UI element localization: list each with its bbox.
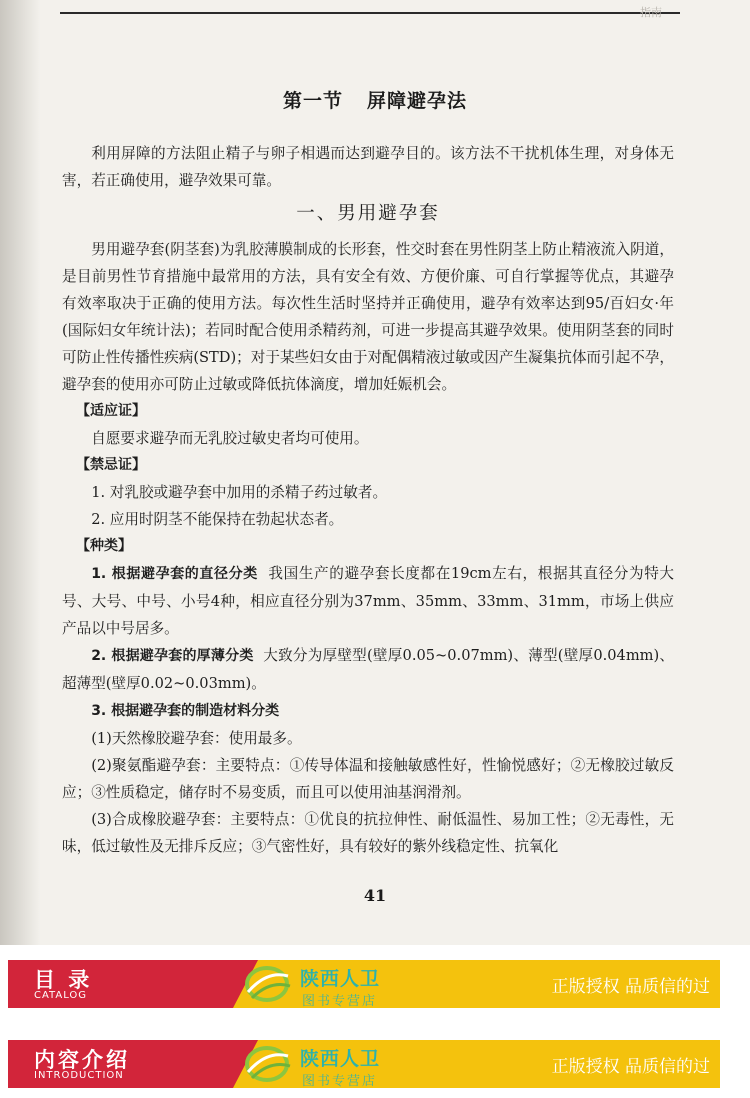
section-name: 屏障避孕法 <box>367 90 468 112</box>
banner-title: 内容介绍 <box>34 1048 130 1072</box>
page-content <box>62 140 674 860</box>
intro-paragraph: 利用屏障的方法阻止精子与卵子相遇而达到避孕目的。该方法不干扰机体生理，对身体无害，若正确使用，避孕效果可靠。 <box>62 145 674 189</box>
type-1-title: 1. 根据避孕套的直径分类 <box>91 566 258 582</box>
page-number: 41 <box>363 886 387 905</box>
types-heading: 【种类】 <box>76 538 132 554</box>
contraindication-heading: 【禁忌证】 <box>76 457 146 473</box>
section-number: 第一节 <box>282 90 343 112</box>
shop-logo-icon <box>240 1042 294 1086</box>
indication-text: 自愿要求避孕而无乳胶过敏史者均可使用。 <box>91 430 369 447</box>
type-3 <box>62 697 674 725</box>
shop-name: 陕西人卫 <box>300 968 381 990</box>
shop-logo-icon <box>240 962 294 1006</box>
introduction-banner <box>8 1040 720 1088</box>
type-3-title: 3. 根据避孕套的制造材料分类 <box>91 703 280 719</box>
catalog-banner <box>8 960 720 1008</box>
contraindication-item-1: 1. 对乳胶或避孕套中加用的杀精子药过敏者。 <box>91 484 388 501</box>
contraindication-item-2: 2. 应用时阴茎不能保持在勃起状态者。 <box>91 511 344 528</box>
banner-title: 目 录 <box>34 968 93 992</box>
top-rule <box>60 12 680 14</box>
banner-subtitle: CATALOG <box>34 990 88 1001</box>
type-1 <box>62 560 674 642</box>
shop-subtitle: 图书专营店 <box>302 1074 378 1088</box>
type-2-title: 2. 根据避孕套的厚薄分类 <box>91 648 254 664</box>
shop-name: 陕西人卫 <box>300 1048 381 1070</box>
banner-slogan: 正版授权 品质信的过 <box>551 977 710 997</box>
type-2 <box>62 642 674 697</box>
type-1-text: 我国生产的避孕套长度都在19cm左右，根据其直径分为特大号、大号、中号、小号4种，相应直径分别为37mm、35mm、33mm、31mm，市场上供应产品以中号居多。 <box>62 565 674 637</box>
page-gutter-shadow <box>0 0 40 945</box>
main-paragraph: 男用避孕套(阴茎套)为乳胶薄膜制成的长形套，性交时套在男性阴茎上防止精液流入阴道，是目前男性节育措施中最常用的方法，具有安全有效、方便价廉、可自行掌握等优点，其避孕有效率取决于正确的使用方法。每次性生活时坚持并正确使用，避孕有效率达到95/百妇女·年(国际妇女年统计法)；若同时配合使用杀精药剂，可进一步提高其避孕效果。使用阴茎套的同时可防止性传播性疾病(STD)；对于某些妇女由于对配偶精液过敏或因产生凝集抗体而引起不孕，避孕套的使用亦可防止过敏或降低抗体滴度，增加妊娠机会。 <box>62 241 674 393</box>
type-2-text: 大致分为厚壁型(壁厚0.05~0.07mm)、薄型(壁厚0.04mm)、超薄型(壁厚0.02~0.03mm)。 <box>62 647 675 692</box>
indication-heading: 【适应证】 <box>76 403 146 419</box>
material-2: (2)聚氨酯避孕套：主要特点：①传导体温和接触敏感性好，性愉悦感好；②无橡胶过敏反应；③性质稳定，储存时不易变质，而且可以使用油基润滑剂。 <box>62 757 674 801</box>
banner-slogan: 正版授权 品质信的过 <box>551 1057 710 1077</box>
material-1: (1)天然橡胶避孕套：使用最多。 <box>91 730 302 747</box>
material-3: (3)合成橡胶避孕套：主要特点：①优良的抗拉伸性、耐低温性、易加工性；②无毒性，无味，低过敏性及无排斥反应；③气密性好，具有较好的紫外线稳定性、抗氧化 <box>62 811 674 855</box>
subsection-title: 一、男用避孕套 <box>296 203 440 224</box>
header-mark: 指南 <box>640 6 662 19</box>
section-title <box>0 86 750 113</box>
banner-subtitle: INTRODUCTION <box>34 1070 124 1081</box>
shop-subtitle: 图书专营店 <box>302 994 378 1008</box>
